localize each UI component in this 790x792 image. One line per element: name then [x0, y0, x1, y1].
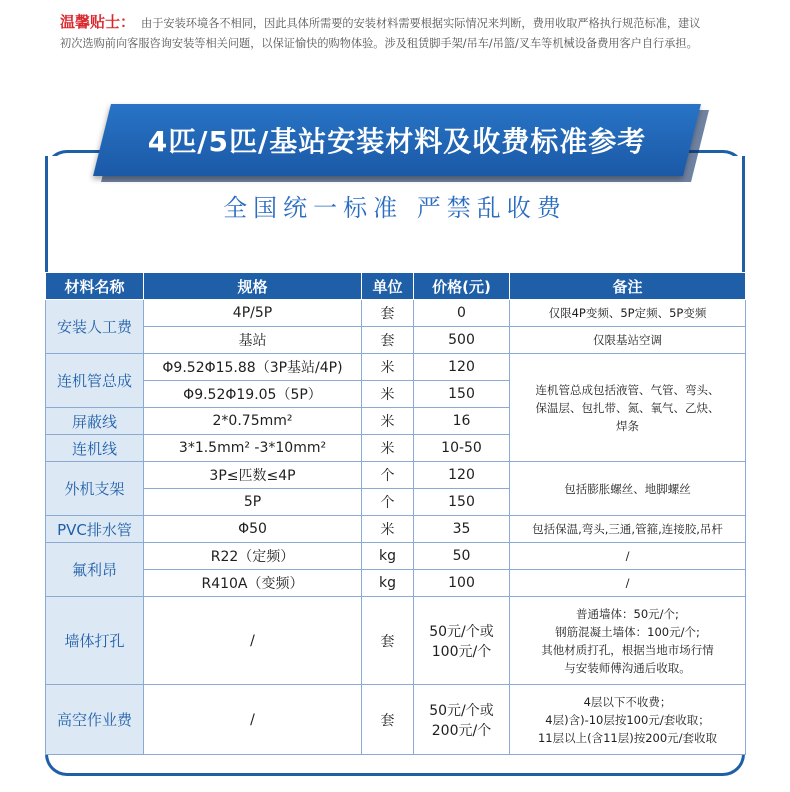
price-cell: 500 [414, 327, 510, 354]
spec-cell: R22（定频） [144, 543, 362, 570]
spec-cell: 2*0.75mm² [144, 408, 362, 435]
table-row [46, 327, 746, 354]
material-name: 墙体打孔 [46, 597, 144, 685]
note-cell: 仅限4P变频、5P定频、5P变频 [510, 300, 746, 327]
note-cell: / [510, 543, 746, 570]
price-cell: 0 [414, 300, 510, 327]
note-line: 钢筋混凝土墙体：100元/个; [555, 624, 700, 639]
table-row [46, 685, 746, 755]
column-header: 备注 [510, 273, 746, 300]
unit-cell: 套 [362, 300, 414, 327]
price-line: 50元/个或 [429, 623, 494, 640]
note-cell: 仅限基站空调 [510, 327, 746, 354]
note-cell: / [510, 570, 746, 597]
price-cell: 120 [414, 462, 510, 489]
note-line: 11层以上(含11层)按200元/套收取 [537, 730, 718, 745]
table-header-row [46, 273, 746, 300]
notice [60, 12, 710, 54]
column-header: 材料名称 [46, 273, 144, 300]
banner-title: 4匹/5匹/基站安装材料及收费标准参考 [147, 125, 647, 158]
note-text: 连机管总成包括液管、气管、弯头、保温层、包扎带、氮、氧气、乙炔、焊条 [535, 382, 720, 433]
price-cell: 50 [414, 543, 510, 570]
unit-cell: 个 [362, 489, 414, 516]
table-row [46, 354, 746, 381]
spec-cell: 3P≤匹数≤4P [144, 462, 362, 489]
note-cell [510, 354, 746, 462]
column-header: 单位 [362, 273, 414, 300]
material-name: PVC排水管 [46, 516, 144, 543]
unit-cell: 米 [362, 381, 414, 408]
price-cell: 10-50 [414, 435, 510, 462]
price-cell [414, 597, 510, 685]
unit-cell: 米 [362, 516, 414, 543]
table-row [46, 516, 746, 543]
table-row [46, 543, 746, 570]
price-cell: 150 [414, 489, 510, 516]
unit-cell: 套 [362, 685, 414, 755]
price-cell: 35 [414, 516, 510, 543]
spec-cell: / [144, 597, 362, 685]
unit-cell: 米 [362, 435, 414, 462]
note-cell: 包括膨胀螺丝、地脚螺丝 [510, 462, 746, 516]
price-cell: 120 [414, 354, 510, 381]
spec-cell: Φ9.52Φ19.05（5P） [144, 381, 362, 408]
price-cell: 16 [414, 408, 510, 435]
unit-cell: kg [362, 543, 414, 570]
spec-cell: 5P [144, 489, 362, 516]
note-line: 其他材质打孔，根据当地市场行情 [541, 642, 714, 657]
material-name: 外机支架 [46, 462, 144, 516]
price-cell [414, 685, 510, 755]
unit-cell: 套 [362, 597, 414, 685]
price-line: 50元/个或 [429, 702, 494, 719]
unit-cell: 套 [362, 327, 414, 354]
material-name: 连机线 [46, 435, 144, 462]
table-row [46, 462, 746, 489]
price-line: 100元/个 [431, 643, 492, 660]
unit-cell: 米 [362, 354, 414, 381]
note-line: 与安装师傅沟通后收取。 [564, 660, 691, 675]
note-cell: 包括保温,弯头,三通,管箍,连接胶,吊杆 [510, 516, 746, 543]
note-line: 4层)含)-10层按100元/套收取； [545, 712, 710, 727]
note-line: 4层以下不收费； [583, 694, 672, 709]
spec-cell: Φ9.52Φ15.88（3P基站/4P) [144, 354, 362, 381]
column-header: 规格 [144, 273, 362, 300]
fee-table [45, 272, 746, 755]
column-header: 价格(元) [414, 273, 510, 300]
material-name: 屏蔽线 [46, 408, 144, 435]
price-cell: 100 [414, 570, 510, 597]
material-name: 氟利昂 [46, 543, 144, 597]
price-line: 200元/个 [431, 722, 492, 739]
material-name: 高空作业费 [46, 685, 144, 755]
note-cell [510, 597, 746, 685]
note-cell [510, 685, 746, 755]
spec-cell: 4P/5P [144, 300, 362, 327]
price-cell: 150 [414, 381, 510, 408]
notice-text: 由于安装环境各不相同，因此具体所需要的安装材料需要根据实际情况来判断，费用收取严格执行规范标准，建议初次选购前向客服咨询安装等相关问题，以保证愉快的购物体验。涉及租赁脚手架/吊车/吊篮/叉车等机械设备费用客户自行承担。 [60, 17, 701, 50]
unit-cell: 个 [362, 462, 414, 489]
banner-subtitle: 全国统一标准 严禁乱收费 [223, 194, 567, 222]
table-row [46, 597, 746, 685]
note-line: 普通墙体：50元/个; [576, 606, 679, 621]
spec-cell: 基站 [144, 327, 362, 354]
spec-cell: 3*1.5mm² -3*10mm² [144, 435, 362, 462]
unit-cell: 米 [362, 408, 414, 435]
material-name: 连机管总成 [46, 354, 144, 408]
spec-cell: Φ50 [144, 516, 362, 543]
unit-cell: kg [362, 570, 414, 597]
spec-cell: R410A（变频） [144, 570, 362, 597]
notice-label: 温馨贴士： [60, 13, 136, 31]
material-name: 安装人工费 [46, 300, 144, 354]
table-row [46, 570, 746, 597]
table-row [46, 300, 746, 327]
spec-cell: / [144, 685, 362, 755]
